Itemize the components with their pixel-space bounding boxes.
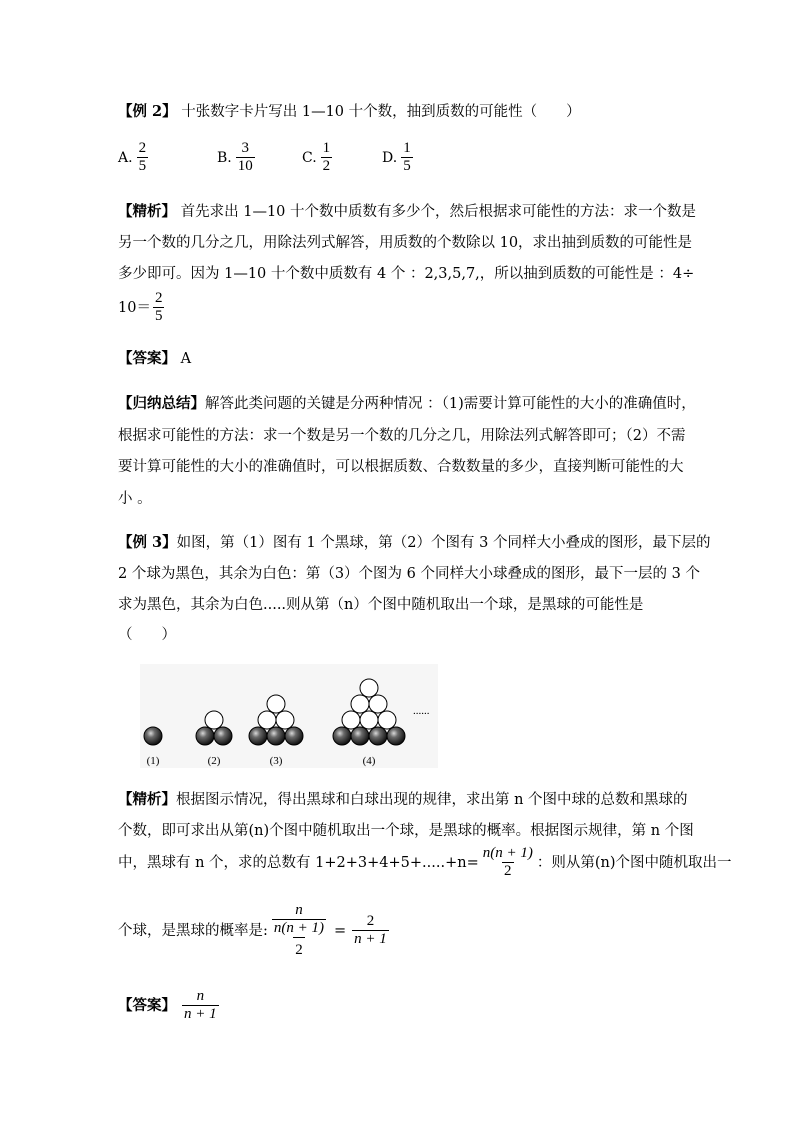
option-d-den: 5 bbox=[403, 158, 411, 174]
example3-line1 bbox=[118, 532, 710, 554]
stacked-balls-figure bbox=[140, 664, 440, 776]
white-ball bbox=[342, 711, 360, 729]
example2-answer-line bbox=[118, 348, 191, 370]
example3-line2: 2 个球为黑色，其余为白色：第（3）个图为 6 个同样大小球叠成的图形，最下一层的 3 个 bbox=[118, 566, 700, 582]
white-ball bbox=[369, 695, 387, 713]
example2-tag: 【例 2】 bbox=[118, 103, 177, 120]
example3-answer-line bbox=[118, 988, 221, 1023]
example2-answer: A bbox=[176, 351, 192, 367]
option-b-fraction bbox=[236, 140, 255, 175]
figure-label-3: (3) bbox=[269, 755, 283, 767]
example2-analysis-text1: 首先求出 1—10 十个数中质数有多少个，然后根据求可能性的方法：求一个数是 bbox=[176, 204, 697, 220]
example3-analysis-l3-fraction bbox=[481, 845, 535, 880]
example2-analysis-fraction bbox=[153, 290, 165, 325]
example3-analysis-l3-suffix: ：则从第(n)个图中随机取出一 bbox=[536, 854, 732, 871]
option-d-num: 1 bbox=[403, 140, 411, 156]
option-d-fraction bbox=[401, 140, 413, 175]
option-a-label: A. bbox=[118, 149, 133, 166]
example3-line3: 求为黑色，其余为白色.....则从第（n）个图中随机取出一个球，是黑球的可能性是 bbox=[118, 597, 644, 613]
summary-line4: 小 。 bbox=[118, 491, 152, 507]
option-c-label: C. bbox=[302, 149, 317, 166]
option-c-fraction bbox=[321, 140, 333, 175]
black-ball bbox=[351, 727, 369, 745]
black-ball bbox=[387, 727, 405, 745]
option-c-den: 2 bbox=[322, 158, 331, 174]
example3-answer-tag: 【答案】 bbox=[118, 996, 176, 1014]
option-d-label: D. bbox=[382, 149, 398, 166]
example3-analysis-tag: 【精析】 bbox=[118, 791, 176, 808]
example3-inner-den: n(n + 1) bbox=[273, 920, 325, 936]
example2-analysis-frac-num: 2 bbox=[154, 290, 163, 306]
white-ball bbox=[258, 711, 276, 729]
example3-answer-fraction bbox=[182, 988, 219, 1023]
example2-analysis-line1 bbox=[118, 201, 696, 223]
white-ball bbox=[267, 695, 285, 713]
summary-text1: 解答此类问题的关键是分两种情况 ：（1)需要计算可能性的大小的准确值时， bbox=[205, 396, 696, 412]
example3-outer-den: 2 bbox=[293, 937, 305, 959]
figure-ellipsis: ...... bbox=[413, 705, 430, 717]
example3-tag: 【例 3】 bbox=[118, 534, 177, 551]
black-ball bbox=[369, 727, 387, 745]
figure-label-4: (4) bbox=[362, 755, 376, 767]
example3-analysis-l3-frac-num: n(n + 1) bbox=[482, 845, 533, 861]
example3-result-den: n + 1 bbox=[354, 931, 387, 947]
black-ball bbox=[333, 727, 351, 745]
example3-result-num: 2 bbox=[366, 913, 375, 929]
option-b bbox=[217, 140, 257, 175]
example3-probability-complex-fraction bbox=[270, 902, 328, 959]
figure-label-2: (2) bbox=[207, 755, 221, 767]
example2-answer-tag: 【答案】 bbox=[118, 350, 176, 367]
example2-question: 十张数字卡片写出 1—10 十个数，抽到质数的可能性（ ） bbox=[176, 104, 581, 120]
black-ball bbox=[144, 727, 162, 745]
figure-label-1: (1) bbox=[146, 755, 160, 767]
example2-analysis-frac-den: 5 bbox=[154, 308, 163, 324]
example3-analysis-l4-prefix: 个球，是黑球的概率是: bbox=[118, 922, 268, 939]
summary-tag: 【归纳总结】 bbox=[118, 395, 205, 412]
summary-line1 bbox=[118, 393, 696, 415]
black-ball bbox=[214, 727, 232, 745]
example3-inner-num: n bbox=[295, 902, 303, 918]
option-a-fraction bbox=[137, 140, 149, 175]
example3-result-fraction bbox=[352, 913, 389, 948]
black-ball bbox=[249, 727, 267, 745]
example3-analysis-line4 bbox=[118, 902, 391, 959]
example2-analysis-prefix: 10＝ bbox=[118, 299, 151, 316]
option-d bbox=[382, 140, 415, 175]
example3-analysis-l3-prefix: 中，黑球有 n 个，求的总数有 1+2+3+4+5+.....+n= bbox=[118, 854, 479, 871]
option-a-num: 2 bbox=[138, 140, 147, 156]
white-ball bbox=[205, 711, 223, 729]
option-c bbox=[302, 140, 334, 175]
option-b-den: 10 bbox=[237, 158, 253, 174]
example2-analysis-tag: 【精析】 bbox=[118, 203, 176, 220]
white-ball bbox=[351, 695, 369, 713]
option-b-label: B. bbox=[217, 149, 232, 166]
white-ball bbox=[276, 711, 294, 729]
option-a-den: 5 bbox=[138, 158, 147, 174]
white-ball bbox=[360, 711, 378, 729]
summary-line2: 根据求可能性的方法：求一个数是另一个数的几分之几，用除法列式解答即可；（2）不需 bbox=[118, 428, 686, 444]
example2-analysis-line2: 另一个数的几分之几，用除法列式解答，用质数的个数除以 10，求出抽到质数的可能性是 bbox=[118, 235, 693, 251]
example3-analysis-l3-frac-den: 2 bbox=[504, 863, 512, 879]
summary-line3: 要计算可能性的大小的准确值时，可以根据质数、合数数量的多少，直接判断可能性的大 bbox=[118, 459, 684, 475]
option-c-num: 1 bbox=[322, 140, 331, 156]
example3-analysis-line3 bbox=[118, 845, 732, 880]
example3-analysis-line2: 个数，即可求出从第(n)个图中随机取出一个球，是黑球的概率。根据图示规律，第 n 个图 bbox=[118, 823, 694, 839]
black-ball bbox=[267, 727, 285, 745]
black-ball bbox=[196, 727, 214, 745]
example2-question-line bbox=[118, 101, 581, 123]
example3-text1: 如图，第（1）图有 1 个黑球，第（2）个图有 3 个同样大小叠成的图形，最下层的 bbox=[176, 535, 711, 551]
example3-complex-num bbox=[270, 902, 328, 937]
example3-answer-den: n + 1 bbox=[184, 1006, 217, 1022]
example3-answer-num: n bbox=[196, 988, 205, 1004]
example3-line4: （ ） bbox=[118, 627, 176, 643]
white-ball bbox=[360, 679, 378, 697]
black-ball bbox=[285, 727, 303, 745]
example2-analysis-line4 bbox=[118, 290, 166, 325]
example2-analysis-line3: 多少即可。因为 1—10 十个数中质数有 4 个 ：2,3,5,7,，所以抽到质数的可能性是 ：4÷ bbox=[118, 266, 695, 282]
example3-analysis-text1: 根据图示情况，得出黑球和白球出现的规律，求出第 n 个图中球的总数和黑球的 bbox=[176, 792, 688, 808]
white-ball bbox=[378, 711, 396, 729]
example3-analysis-line1 bbox=[118, 789, 688, 811]
option-a bbox=[118, 140, 150, 175]
option-b-num: 3 bbox=[241, 140, 249, 156]
example3-equals: = bbox=[334, 922, 347, 939]
